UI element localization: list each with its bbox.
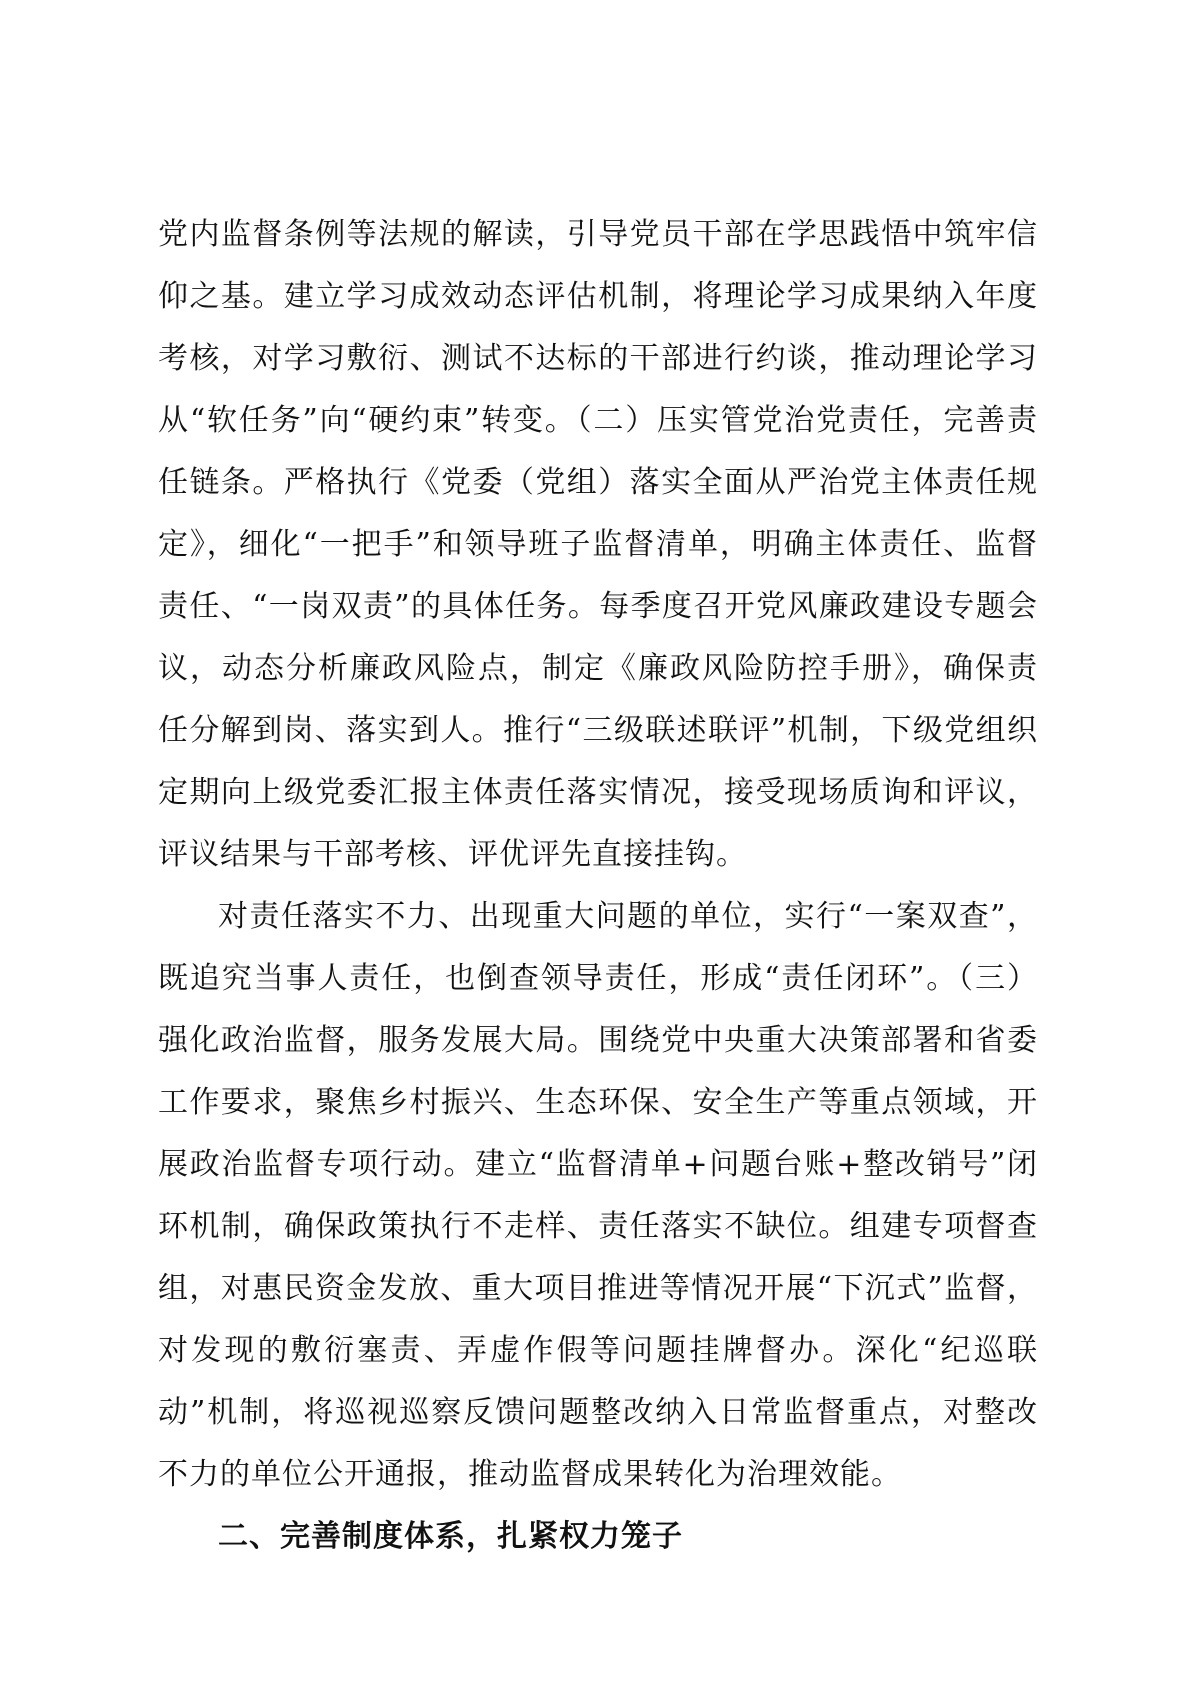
- document-page: [158, 204, 1038, 1568]
- body-paragraph: 对责任落实不力、出现重大问题的单位，实行“一案双查”，既追究当事人责任，也倒查领导责任，形成“责任闭环”。（三）强化政治监督，服务发展大局。围绕党中央重大决策部署和省委工作要求，聚焦乡村振兴、生态环保、安全生产等重点领域，开展政治监督专项行动。建立“监督清单+问题台账+整改销号”闭环机制，确保政策执行不走样、责任落实不缺位。组建专项督查组，对惠民资金发放、重大项目推进等情况开展“下沉式”监督，对发现的敷衍塞责、弄虚作假等问题挂牌督办。深化“纪巡联动”机制，将巡视巡察反馈问题整改纳入日常监督重点，对整改不力的单位公开通报，推动监督成果转化为治理效能。: [158, 899, 1038, 1492]
- body-paragraph: 党内监督条例等法规的解读，引导党员干部在学思践悟中筑牢信仰之基。建立学习成效动态评估机制，将理论学习成果纳入年度考核，对学习敷衍、测试不达标的干部进行约谈，推动理论学习从“软任务”向“硬约束”转变。（二）压实管党治党责任，完善责任链条。严格执行《党委（党组）落实全面从严治党主体责任规定》，细化“一把手”和领导班子监督清单，明确主体责任、监督责任、“一岗双责”的具体任务。每季度召开党风廉政建设专题会议，动态分析廉政风险点，制定《廉政风险防控手册》，确保责任分解到岗、落实到人。推行“三级联述联评”机制，下级党组织定期向上级党委汇报主体责任落实情况，接受现场质询和评议，评议结果与干部考核、评优评先直接挂钩。: [158, 217, 1038, 872]
- section-heading: 二、完善制度体系，扎紧权力笼子: [218, 1519, 683, 1554]
